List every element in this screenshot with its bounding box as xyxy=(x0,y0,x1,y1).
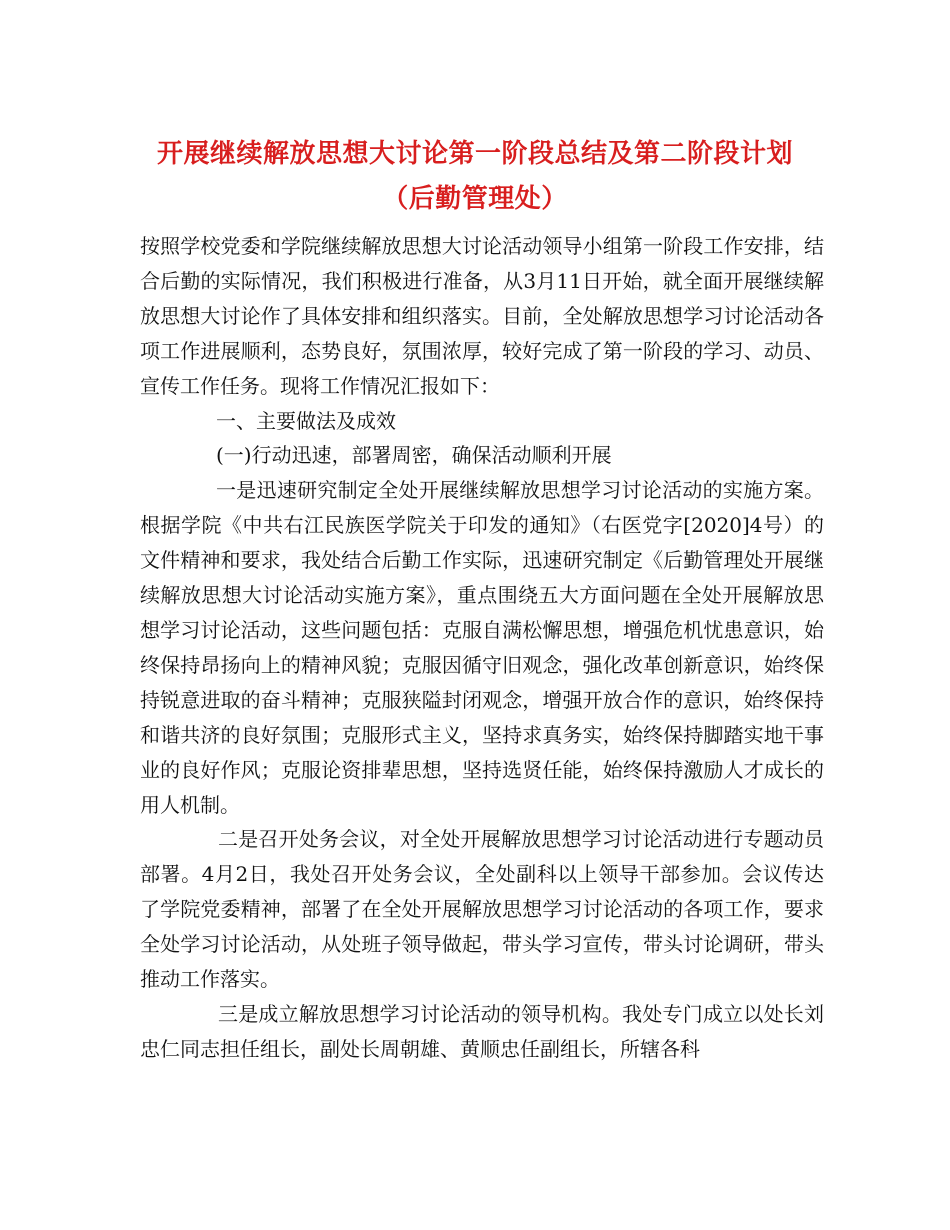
document-title: 开展继续解放思想大讨论第一阶段总结及第二阶段计划 xyxy=(156,139,793,169)
subsection-heading: (一)行动迅速，部署周密，确保活动顺利开展 xyxy=(216,443,612,468)
paragraph-item-3: 三是成立解放思想学习讨论活动的领导机构。我处专门成立以处长刘忠仁同志担任组长，副处长周朝雄、黄顺忠任副组长，所辖各科 xyxy=(140,1001,824,1061)
paragraph-item-1: 一是迅速研究制定全处开展继续解放思想学习讨论活动的实施方案。根据学院《中共右江民族医学院关于印发的通知》（右医党字[2020]4号）的文件精神和要求，我处结合后勤工作实际，迅速研究制定《后勤管理处开展继续解放思想大讨论活动实施方案》，重点围绕五大方面问题在全处开展解放思想学习讨论活动，这些问题包括：克服自满松懈思想，增强危机忧患意识，始终保持昂扬向上的精神风貌；克服因循守旧观念，强化改革创新意识，始终保持锐意进取的奋斗精神；克服狭隘封闭观念，增强开放合作的意识，始终保持和谐共济的良好氛围；克服形式主义，坚持求真务实，始终保持脚踏实地干事业的良好作风；克服论资排辈思想，坚持选贤任能，始终保持激励人才成长的用人机制。 xyxy=(140,478,824,817)
section-heading: 一、主要做法及成效 xyxy=(216,408,396,433)
document-subtitle: （后勤管理处） xyxy=(382,184,568,214)
paragraph-intro: 按照学校党委和学院继续解放思想大讨论活动领导小组第一阶段工作安排，结合后勤的实际情况，我们积极进行准备，从3月11日开始，就全面开展继续解放思想大讨论作了具体安排和组织落实。目前，全处解放思想学习讨论活动各项工作进展顺利，态势良好，氛围浓厚，较好完成了第一阶段的学习、动员、宣传工作任务。现将工作情况汇报如下： xyxy=(140,234,824,398)
paragraph-item-2: 二是召开处务会议，对全处开展解放思想学习讨论活动进行专题动员部署。4月2日，我处召开处务会议，全处副科以上领导干部参加。会议传达了学院党委精神，部署了在全处开展解放思想学习讨论活动的各项工作，要求全处学习讨论活动，从处班子领导做起，带头学习宣传，带头讨论调研，带头推动工作落实。 xyxy=(140,827,824,992)
document-body xyxy=(140,229,824,1067)
